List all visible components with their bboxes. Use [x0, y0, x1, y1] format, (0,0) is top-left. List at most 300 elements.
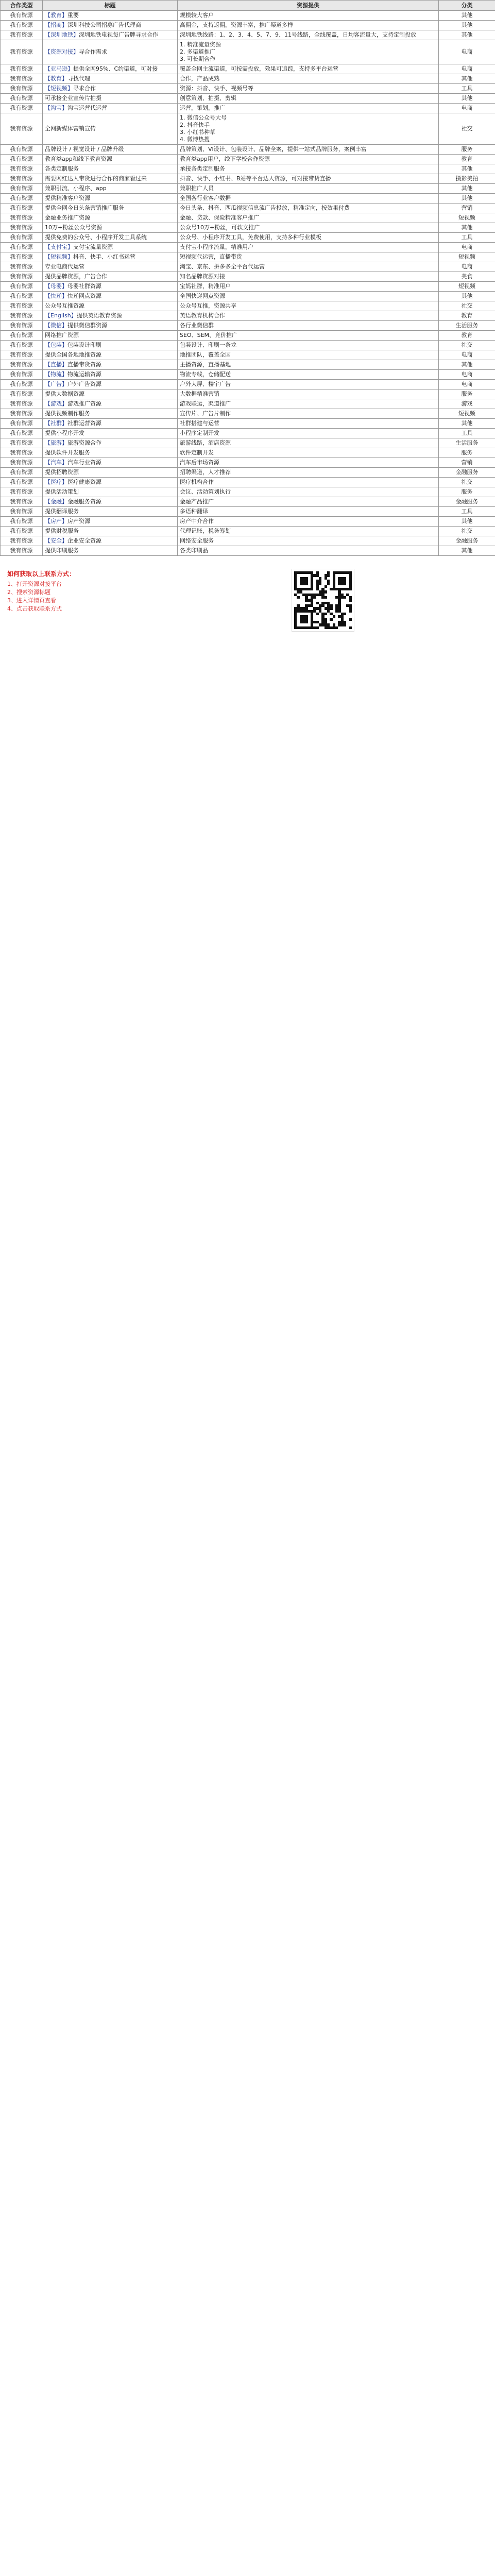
- cell-resources: 教育类app用户，线下学校合作资源: [178, 155, 439, 164]
- header-category: 分类: [439, 1, 495, 11]
- cell-type: 我有资源: [1, 21, 43, 30]
- cell-type: 我有资源: [1, 262, 43, 272]
- cell-resources: 主播资源，直播基地: [178, 360, 439, 370]
- cell-type: 我有资源: [1, 84, 43, 94]
- title-text: 深圳科技公司招募广告代理商: [67, 22, 141, 28]
- title-text: 提供英语教育资源: [76, 312, 122, 319]
- title-tag: 【淘宝】: [45, 105, 67, 111]
- cell-title: [43, 40, 178, 64]
- cell-type: 我有资源: [1, 155, 43, 164]
- title-tag: 【直播】: [45, 361, 67, 368]
- table-row: [1, 94, 495, 104]
- cell-resources: 运营，策划，推广: [178, 104, 439, 113]
- cell-type: 我有资源: [1, 204, 43, 213]
- cell-category: 工具: [439, 429, 495, 438]
- header-resources: 资源提供: [178, 1, 439, 11]
- cell-title: [43, 223, 178, 233]
- cell-title: [43, 311, 178, 321]
- title-text: 品牌设计 / 视觉设计 / 品牌升级: [45, 146, 124, 152]
- title-text: 金融业务推广资源: [45, 214, 90, 221]
- cell-category: 其他: [439, 94, 495, 104]
- table-row: [1, 341, 495, 350]
- cell-title: [43, 487, 178, 497]
- cell-title: [43, 468, 178, 478]
- cell-type: 我有资源: [1, 468, 43, 478]
- cell-type: 我有资源: [1, 252, 43, 262]
- cell-type: 我有资源: [1, 30, 43, 40]
- cell-resources: 宝妈社群，精准用户: [178, 282, 439, 292]
- cell-title: [43, 272, 178, 282]
- cell-category: 电商: [439, 104, 495, 113]
- table-body: [1, 11, 495, 556]
- cell-type: 我有资源: [1, 419, 43, 429]
- cell-category: 工具: [439, 233, 495, 243]
- cell-category: 短视频: [439, 409, 495, 419]
- title-text: 提供视频制作服务: [45, 410, 90, 417]
- title-text: 提供全网95%、C约渠道，可对接: [73, 65, 158, 72]
- title-tag: 【招商】: [45, 22, 67, 28]
- table-row: [1, 164, 495, 174]
- cell-title: [43, 517, 178, 527]
- cell-resources: 抖音、快手、小红书、B站等平台达人资源，可对接带货直播: [178, 174, 439, 184]
- cell-resources: 各类印刷品: [178, 546, 439, 556]
- cell-resources: 高佣金，支持返佣，资源丰富，推广渠道多样: [178, 21, 439, 30]
- cell-resources: 1. 微信公众号大号 2. 抖音快手 3. 小红书种草 4. 微博热搜: [178, 113, 439, 145]
- table-row: [1, 243, 495, 252]
- cell-category: 教育: [439, 311, 495, 321]
- cell-resources: 全国各行业客户数据: [178, 194, 439, 204]
- cell-type: 我有资源: [1, 292, 43, 301]
- table-row: [1, 252, 495, 262]
- cell-title: [43, 204, 178, 213]
- cell-title: [43, 262, 178, 272]
- table-row: [1, 113, 495, 145]
- cell-type: 我有资源: [1, 94, 43, 104]
- cell-type: 我有资源: [1, 223, 43, 233]
- table-row: [1, 204, 495, 213]
- cell-type: 我有资源: [1, 282, 43, 292]
- cell-resources: 大数据精准营销: [178, 389, 439, 399]
- title-text: 医疗健康资源: [67, 479, 101, 485]
- cell-resources: SEO、SEM、竞价推广: [178, 331, 439, 341]
- cell-category: 金融服务: [439, 468, 495, 478]
- cell-title: [43, 174, 178, 184]
- cell-resources: 旅游线路，酒店资源: [178, 438, 439, 448]
- cell-category: 短视频: [439, 252, 495, 262]
- cell-title: [43, 84, 178, 94]
- resource-sheet: [0, 0, 495, 635]
- cell-title: [43, 301, 178, 311]
- title-text: 金融服务资源: [67, 498, 101, 505]
- cell-type: 我有资源: [1, 64, 43, 74]
- title-text: 网络推广资源: [45, 332, 79, 338]
- title-text: 包装设计印刷: [67, 342, 101, 348]
- title-text: 淘宝运营代运营: [67, 105, 107, 111]
- cell-category: 其他: [439, 74, 495, 84]
- cell-category: 社交: [439, 113, 495, 145]
- cell-type: 我有资源: [1, 331, 43, 341]
- cell-category: 其他: [439, 223, 495, 233]
- cell-title: [43, 527, 178, 536]
- cell-category: 其他: [439, 517, 495, 527]
- cell-type: 我有资源: [1, 517, 43, 527]
- table-row: [1, 438, 495, 448]
- cell-category: 其他: [439, 360, 495, 370]
- cell-title: [43, 497, 178, 507]
- table-row: [1, 174, 495, 184]
- cell-type: 我有资源: [1, 11, 43, 21]
- table-row: [1, 536, 495, 546]
- cell-type: 我有资源: [1, 350, 43, 360]
- cell-type: 我有资源: [1, 174, 43, 184]
- title-text: 提供活动策划: [45, 488, 79, 495]
- contact-step: 3、进入详情页查看: [7, 597, 56, 604]
- table-row: [1, 155, 495, 164]
- cell-type: 我有资源: [1, 301, 43, 311]
- title-text: 兼职引流、小程序、app: [45, 185, 107, 192]
- cell-type: 我有资源: [1, 380, 43, 389]
- cell-resources: 多语种翻译: [178, 507, 439, 517]
- cell-category: 游戏: [439, 399, 495, 409]
- title-text: 公众号互推资源: [45, 302, 84, 309]
- cell-type: 我有资源: [1, 74, 43, 84]
- title-text: 提供软件开发服务: [45, 449, 90, 456]
- cell-title: [43, 213, 178, 223]
- title-tag: 【游戏】: [45, 400, 67, 407]
- cell-type: 我有资源: [1, 213, 43, 223]
- cell-category: 金融服务: [439, 497, 495, 507]
- cell-title: [43, 30, 178, 40]
- cell-category: 短视频: [439, 213, 495, 223]
- title-text: 提供印刷服务: [45, 547, 79, 554]
- cell-category: 其他: [439, 419, 495, 429]
- cell-resources: 网络安全服务: [178, 536, 439, 546]
- cell-category: 教育: [439, 155, 495, 164]
- cell-category: 电商: [439, 262, 495, 272]
- title-text: 房产资源: [67, 518, 90, 524]
- cell-title: [43, 360, 178, 370]
- cell-title: [43, 419, 178, 429]
- cell-type: 我有资源: [1, 458, 43, 468]
- cell-title: [43, 438, 178, 448]
- title-tag: 【包装】: [45, 342, 67, 348]
- title-tag: 【English】: [45, 312, 77, 319]
- table-row: [1, 223, 495, 233]
- title-text: 提供小程序开发: [45, 430, 84, 436]
- table-row: [1, 64, 495, 74]
- table-row: [1, 360, 495, 370]
- cell-title: [43, 184, 178, 194]
- cell-resources: 社群搭建与运营: [178, 419, 439, 429]
- cell-title: [43, 507, 178, 517]
- cell-type: 我有资源: [1, 370, 43, 380]
- table-row: [1, 507, 495, 517]
- table-row: [1, 194, 495, 204]
- table-row: [1, 487, 495, 497]
- cell-type: 我有资源: [1, 145, 43, 155]
- cell-type: 我有资源: [1, 507, 43, 517]
- cell-title: [43, 243, 178, 252]
- title-tag: 【房产】: [45, 518, 67, 524]
- cell-title: [43, 546, 178, 556]
- cell-title: [43, 370, 178, 380]
- title-text: 社群运营资源: [67, 420, 101, 427]
- cell-category: 社交: [439, 478, 495, 487]
- cell-title: [43, 448, 178, 458]
- cell-category: 其他: [439, 21, 495, 30]
- title-text: 提供大数据资源: [45, 391, 84, 397]
- table-row: [1, 380, 495, 389]
- cell-type: 我有资源: [1, 233, 43, 243]
- cell-title: [43, 282, 178, 292]
- cell-title: [43, 331, 178, 341]
- cell-category: 美食: [439, 272, 495, 282]
- cell-category: 服务: [439, 448, 495, 458]
- cell-title: [43, 252, 178, 262]
- title-text: 物流运输资源: [67, 371, 101, 378]
- cell-resources: 会议、活动策划执行: [178, 487, 439, 497]
- table-row: [1, 389, 495, 399]
- title-tag: 【短视频】: [45, 253, 73, 260]
- cell-resources: 短视频代运营，直播带货: [178, 252, 439, 262]
- table-row: [1, 458, 495, 468]
- table-row: [1, 145, 495, 155]
- contact-step-list: [7, 580, 75, 613]
- cell-category: 社交: [439, 341, 495, 350]
- cell-resources: 招聘渠道，人才推荐: [178, 468, 439, 478]
- cell-category: 电商: [439, 380, 495, 389]
- title-text: 母婴社群资源: [67, 283, 101, 290]
- table-row: [1, 468, 495, 478]
- title-tag: 【医疗】: [45, 479, 67, 485]
- title-tag: 【母婴】: [45, 283, 67, 290]
- title-text: 提供财税服务: [45, 528, 79, 534]
- cell-resources: 覆盖全网主流渠道，可按需投放，效果可追踪，支持多平台运营: [178, 64, 439, 74]
- cell-resources: 地推团队，覆盖全国: [178, 350, 439, 360]
- cell-title: [43, 409, 178, 419]
- contact-step: 4、点击获取联系方式: [7, 605, 62, 612]
- title-text: 教育类app和线下教育资源: [45, 156, 112, 162]
- title-tag: 【汽车】: [45, 459, 67, 466]
- title-tag: 【微信】: [45, 322, 67, 329]
- title-tag: 【短视频】: [45, 85, 73, 92]
- cell-resources: 医疗机构合作: [178, 478, 439, 487]
- cell-category: 工具: [439, 84, 495, 94]
- title-text: 寻合作需求: [79, 48, 107, 55]
- cell-title: [43, 155, 178, 164]
- cell-category: 服务: [439, 389, 495, 399]
- title-text: 提供免费的公众号、小程序开发工具系统: [45, 234, 147, 241]
- cell-category: 其他: [439, 194, 495, 204]
- cell-type: 我有资源: [1, 448, 43, 458]
- cell-title: [43, 458, 178, 468]
- cell-title: [43, 74, 178, 84]
- table-row: [1, 262, 495, 272]
- cell-type: 我有资源: [1, 321, 43, 331]
- title-tag: 【教育】: [45, 75, 67, 82]
- cell-type: 我有资源: [1, 487, 43, 497]
- title-tag: 【物流】: [45, 371, 67, 378]
- title-tag: 【安全】: [45, 537, 67, 544]
- cell-title: [43, 341, 178, 350]
- title-text: 户外广告资源: [67, 381, 101, 387]
- title-tag: 【旅游】: [45, 439, 67, 446]
- cell-title: [43, 350, 178, 360]
- table-row: [1, 84, 495, 94]
- contact-step: 1、打开资源对接平台: [7, 581, 62, 587]
- table-row: [1, 21, 495, 30]
- table-row: [1, 74, 495, 84]
- title-tag: 【支付宝】: [45, 244, 73, 250]
- cell-category: 其他: [439, 292, 495, 301]
- title-tag: 【快递】: [45, 293, 67, 299]
- cell-title: [43, 321, 178, 331]
- cell-resources: 公众号互推，资源共享: [178, 301, 439, 311]
- cell-category: 服务: [439, 487, 495, 497]
- cell-title: [43, 113, 178, 145]
- cell-title: [43, 194, 178, 204]
- cell-type: 我有资源: [1, 409, 43, 419]
- cell-title: [43, 292, 178, 301]
- table-row: [1, 282, 495, 292]
- cell-title: [43, 389, 178, 399]
- cell-category: 其他: [439, 11, 495, 21]
- title-text: 深圳地铁电视每广告牌寻求合作: [79, 31, 158, 38]
- table-row: [1, 311, 495, 321]
- title-text: 提供品牌资源，广告合作: [45, 273, 107, 280]
- table-row: [1, 350, 495, 360]
- title-text: 寻找代理: [67, 75, 90, 82]
- cell-resources: 代理记账，税务筹划: [178, 527, 439, 536]
- cell-resources: 房产中介合作: [178, 517, 439, 527]
- cell-type: 我有资源: [1, 311, 43, 321]
- cell-type: 我有资源: [1, 243, 43, 252]
- title-text: 需要网红达人带货进行合作的商家看过来: [45, 175, 147, 182]
- table-row: [1, 331, 495, 341]
- cell-category: 电商: [439, 370, 495, 380]
- cell-category: 其他: [439, 184, 495, 194]
- cell-type: 我有资源: [1, 497, 43, 507]
- cell-resources: 淘宝、京东、拼多多全平台代运营: [178, 262, 439, 272]
- table-row: [1, 40, 495, 64]
- title-text: 提供精准客户资源: [45, 195, 90, 201]
- table-row: [1, 448, 495, 458]
- cell-type: 我有资源: [1, 527, 43, 536]
- cell-type: 我有资源: [1, 438, 43, 448]
- cell-type: 我有资源: [1, 341, 43, 350]
- cell-resources: 宣传片、广告片制作: [178, 409, 439, 419]
- title-text: 10万+粉丝公众号资源: [45, 224, 103, 231]
- cell-resources: 户外大屏、楼宇广告: [178, 380, 439, 389]
- header-type: 合作类型: [1, 1, 43, 11]
- cell-resources: 承接各类定制服务: [178, 164, 439, 174]
- table-row: [1, 11, 495, 21]
- cell-category: 摄影美拍: [439, 174, 495, 184]
- title-tag: 【金融】: [45, 498, 67, 505]
- cell-category: 营销: [439, 458, 495, 468]
- cell-category: 社交: [439, 301, 495, 311]
- header-title: 标题: [43, 1, 178, 11]
- title-text: 专业电商代运营: [45, 263, 84, 270]
- table-row: [1, 104, 495, 113]
- title-tag: 【亚马逊】: [45, 65, 73, 72]
- table-row: [1, 478, 495, 487]
- title-tag: 【教育】: [45, 12, 67, 19]
- cell-title: [43, 64, 178, 74]
- cell-resources: 规模较大客户: [178, 11, 439, 21]
- cell-category: 其他: [439, 30, 495, 40]
- title-text: 各类定制服务: [45, 165, 79, 172]
- cell-resources: 金融、贷款、保险精准客户推广: [178, 213, 439, 223]
- cell-category: 电商: [439, 350, 495, 360]
- table-row: [1, 419, 495, 429]
- table-row: [1, 399, 495, 409]
- cell-resources: 游戏联运，渠道推广: [178, 399, 439, 409]
- cell-resources: 全国快递网点资源: [178, 292, 439, 301]
- cell-resources: 1. 精准流量资源 2. 多渠道推广 3. 可长期合作: [178, 40, 439, 64]
- contact-heading: 如何获取以上联系方式：: [7, 570, 76, 578]
- contact-steps: [7, 569, 75, 613]
- title-tag: 【深圳地铁】: [45, 31, 79, 38]
- cell-title: [43, 478, 178, 487]
- cell-category: 社交: [439, 527, 495, 536]
- cell-title: [43, 94, 178, 104]
- cell-type: 我有资源: [1, 194, 43, 204]
- cell-resources: 物流专线，仓储配送: [178, 370, 439, 380]
- cell-category: 营销: [439, 204, 495, 213]
- cell-type: 我有资源: [1, 478, 43, 487]
- title-text: 寻求合作: [73, 85, 96, 92]
- cell-title: [43, 399, 178, 409]
- title-tag: 【社群】: [45, 420, 67, 427]
- cell-category: 生活服务: [439, 321, 495, 331]
- cell-category: 教育: [439, 331, 495, 341]
- cell-type: 我有资源: [1, 546, 43, 556]
- title-text: 提供招聘资源: [45, 469, 79, 476]
- cell-type: 我有资源: [1, 184, 43, 194]
- table-header-row: [1, 1, 495, 11]
- cell-resources: 创意策划、拍摄、剪辑: [178, 94, 439, 104]
- title-text: 抖音、快手、小红书运营: [73, 253, 135, 260]
- cell-resources: 各行业微信群: [178, 321, 439, 331]
- cell-title: [43, 233, 178, 243]
- title-text: 提供全国各地地推资源: [45, 351, 101, 358]
- cell-type: 我有资源: [1, 429, 43, 438]
- title-text: 直播带货资源: [67, 361, 101, 368]
- cell-category: 服务: [439, 145, 495, 155]
- cell-type: 我有资源: [1, 272, 43, 282]
- title-text: 可承接企业宣传片拍摄: [45, 95, 101, 101]
- cell-type: 我有资源: [1, 389, 43, 399]
- cell-title: [43, 104, 178, 113]
- table-row: [1, 517, 495, 527]
- cell-resources: 品牌策划、VI设计、包装设计、品牌全案，提供一站式品牌服务，案例丰富: [178, 145, 439, 155]
- cell-resources: 今日头条、抖音、西瓜视频信息流广告投放，精准定向，按效果付费: [178, 204, 439, 213]
- table-row: [1, 292, 495, 301]
- cell-category: 其他: [439, 546, 495, 556]
- cell-resources: 兼职推广人员: [178, 184, 439, 194]
- cell-resources: 软件定制开发: [178, 448, 439, 458]
- cell-resources: 支付宝小程序流量，精准用户: [178, 243, 439, 252]
- cell-resources: 英语教育机构合作: [178, 311, 439, 321]
- title-text: 重要: [67, 12, 79, 19]
- title-text: 提供翻译服务: [45, 508, 79, 515]
- title-text: 企业安全资源: [67, 537, 101, 544]
- table-row: [1, 30, 495, 40]
- cell-resources: 公众号10万+粉丝，可软文推广: [178, 223, 439, 233]
- cell-category: 短视频: [439, 282, 495, 292]
- cell-type: 我有资源: [1, 164, 43, 174]
